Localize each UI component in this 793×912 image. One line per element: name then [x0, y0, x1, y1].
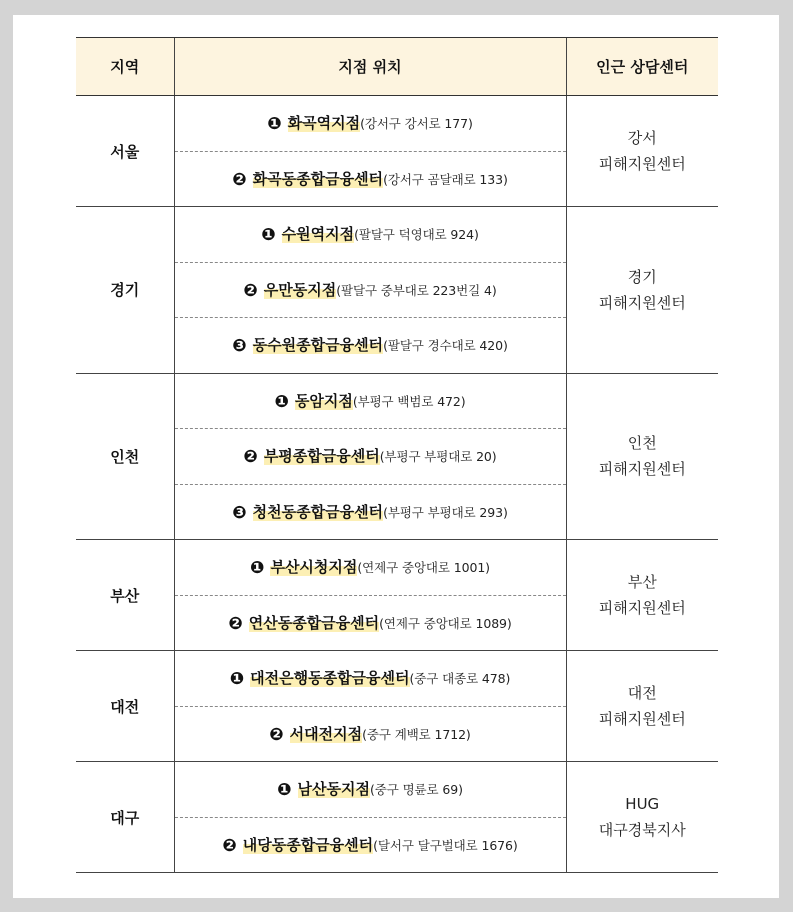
- support-center-cell: [566, 207, 718, 374]
- branch-address: (팔달구 중부대로 223번길 4): [336, 282, 497, 298]
- region-cell: 인천: [76, 373, 174, 540]
- branch-number-badge: ❶: [277, 780, 292, 801]
- branch-cell: [174, 207, 566, 263]
- table-row: [76, 207, 718, 263]
- table-body: [76, 96, 718, 873]
- branch-cell: [174, 429, 566, 485]
- branch-cell: [174, 595, 566, 651]
- support-center-name: 대전: [627, 684, 657, 702]
- table-row: [76, 651, 718, 707]
- branch-name: 내당동종합금융센터: [242, 835, 374, 854]
- region-cell: 경기: [76, 207, 174, 374]
- branch-address: (중구 대종로 478): [409, 671, 511, 687]
- branch-name: 화곡동종합금융센터: [252, 169, 384, 188]
- branch-address: (연제구 중앙대로 1001): [357, 560, 490, 576]
- table-header-row: [76, 38, 718, 96]
- branch-cell: [174, 96, 566, 152]
- region-cell: 부산: [76, 540, 174, 651]
- branch-name: 대전은행동종합금융센터: [250, 669, 410, 688]
- table-row: [76, 762, 718, 818]
- branch-cell: [174, 540, 566, 596]
- branch-name: 연산동종합금융센터: [248, 613, 380, 632]
- branch-address: (달서구 달구벌대로 1676): [373, 837, 518, 853]
- branch-number-badge: ❸: [232, 502, 247, 523]
- branch-address: (부평구 부평대로 293): [383, 504, 508, 520]
- branch-name: 동암지점: [294, 391, 353, 410]
- table-row: [76, 96, 718, 152]
- branch-number-badge: ❶: [229, 669, 245, 690]
- branch-cell: [174, 651, 566, 707]
- support-center-cell: [566, 96, 718, 207]
- document-page: [13, 15, 779, 898]
- branch-name: 남산동지점: [297, 780, 370, 799]
- branch-address: (강서구 강서로 177): [360, 116, 473, 132]
- branch-cell: [174, 484, 566, 540]
- header-region: 지역: [76, 38, 174, 96]
- support-center-type: 피해지원센터: [598, 460, 686, 479]
- branch-number-badge: ❶: [274, 391, 289, 412]
- branch-number-badge: ❷: [243, 447, 258, 468]
- branch-address: (팔달구 덕영대로 924): [354, 227, 479, 243]
- branch-name: 부산시청지점: [270, 558, 358, 577]
- branch-cell: [174, 706, 566, 762]
- header-center: 인근 상담센터: [566, 38, 718, 96]
- branch-cell: [174, 151, 566, 207]
- branch-cell: [174, 373, 566, 429]
- branch-address: (부평구 부평대로 20): [379, 449, 497, 465]
- header-location: 지점 위치: [174, 38, 566, 96]
- region-cell: 대전: [76, 651, 174, 762]
- branch-address: (부평구 백범로 472): [352, 393, 466, 409]
- support-center-cell: [566, 540, 718, 651]
- branch-name: 화곡역지점: [287, 114, 361, 133]
- branch-number-badge: ❷: [232, 169, 247, 190]
- branch-cell: [174, 817, 566, 873]
- support-center-type: 피해지원센터: [598, 599, 686, 617]
- branch-name: 서대전지점: [289, 724, 363, 743]
- branch-address: (팔달구 경수대로 420): [383, 338, 508, 354]
- branch-number-badge: ❷: [228, 613, 243, 634]
- support-center-name: 경기: [627, 267, 657, 286]
- branch-name: 수원역지점: [281, 225, 355, 244]
- region-cell: 대구: [76, 762, 174, 873]
- support-center-type: 대구경북지사: [598, 821, 686, 839]
- branch-name: 청천동종합금융센터: [252, 502, 384, 521]
- region-cell: 서울: [76, 96, 174, 207]
- branch-number-badge: ❶: [267, 114, 282, 135]
- branch-cell: [174, 262, 566, 318]
- branch-name: 우만동지점: [263, 280, 337, 299]
- branch-address: (중구 명륜로 69): [369, 782, 463, 798]
- support-center-name: 강서: [627, 129, 657, 147]
- support-center-cell: [566, 373, 718, 540]
- branch-address: (중구 계백로 1712): [362, 726, 471, 742]
- branch-number-badge: ❸: [232, 336, 247, 357]
- support-center-type: 피해지원센터: [598, 155, 686, 173]
- support-center-name: 인천: [627, 434, 657, 453]
- support-center-name: HUG: [625, 795, 660, 813]
- support-center-type: 피해지원센터: [598, 293, 686, 312]
- branch-location-table: [76, 37, 718, 873]
- branch-number-badge: ❷: [269, 724, 284, 745]
- branch-cell: [174, 762, 566, 818]
- support-center-cell: [566, 762, 718, 873]
- support-center-cell: [566, 651, 718, 762]
- branch-number-badge: ❷: [222, 835, 237, 856]
- table-row: [76, 540, 718, 596]
- support-center-type: 피해지원센터: [598, 710, 686, 728]
- branch-address: (연제구 중앙대로 1089): [379, 615, 512, 631]
- support-center-name: 부산: [627, 573, 657, 591]
- branch-number-badge: ❷: [243, 280, 258, 301]
- branch-number-badge: ❶: [261, 225, 276, 246]
- branch-address: (강서구 곰달래로 133): [383, 171, 508, 187]
- branch-name: 동수원종합금융센터: [252, 336, 384, 355]
- table-row: [76, 373, 718, 429]
- branch-number-badge: ❶: [250, 558, 265, 579]
- branch-cell: [174, 318, 566, 374]
- branch-name: 부평종합금융센터: [263, 447, 380, 466]
